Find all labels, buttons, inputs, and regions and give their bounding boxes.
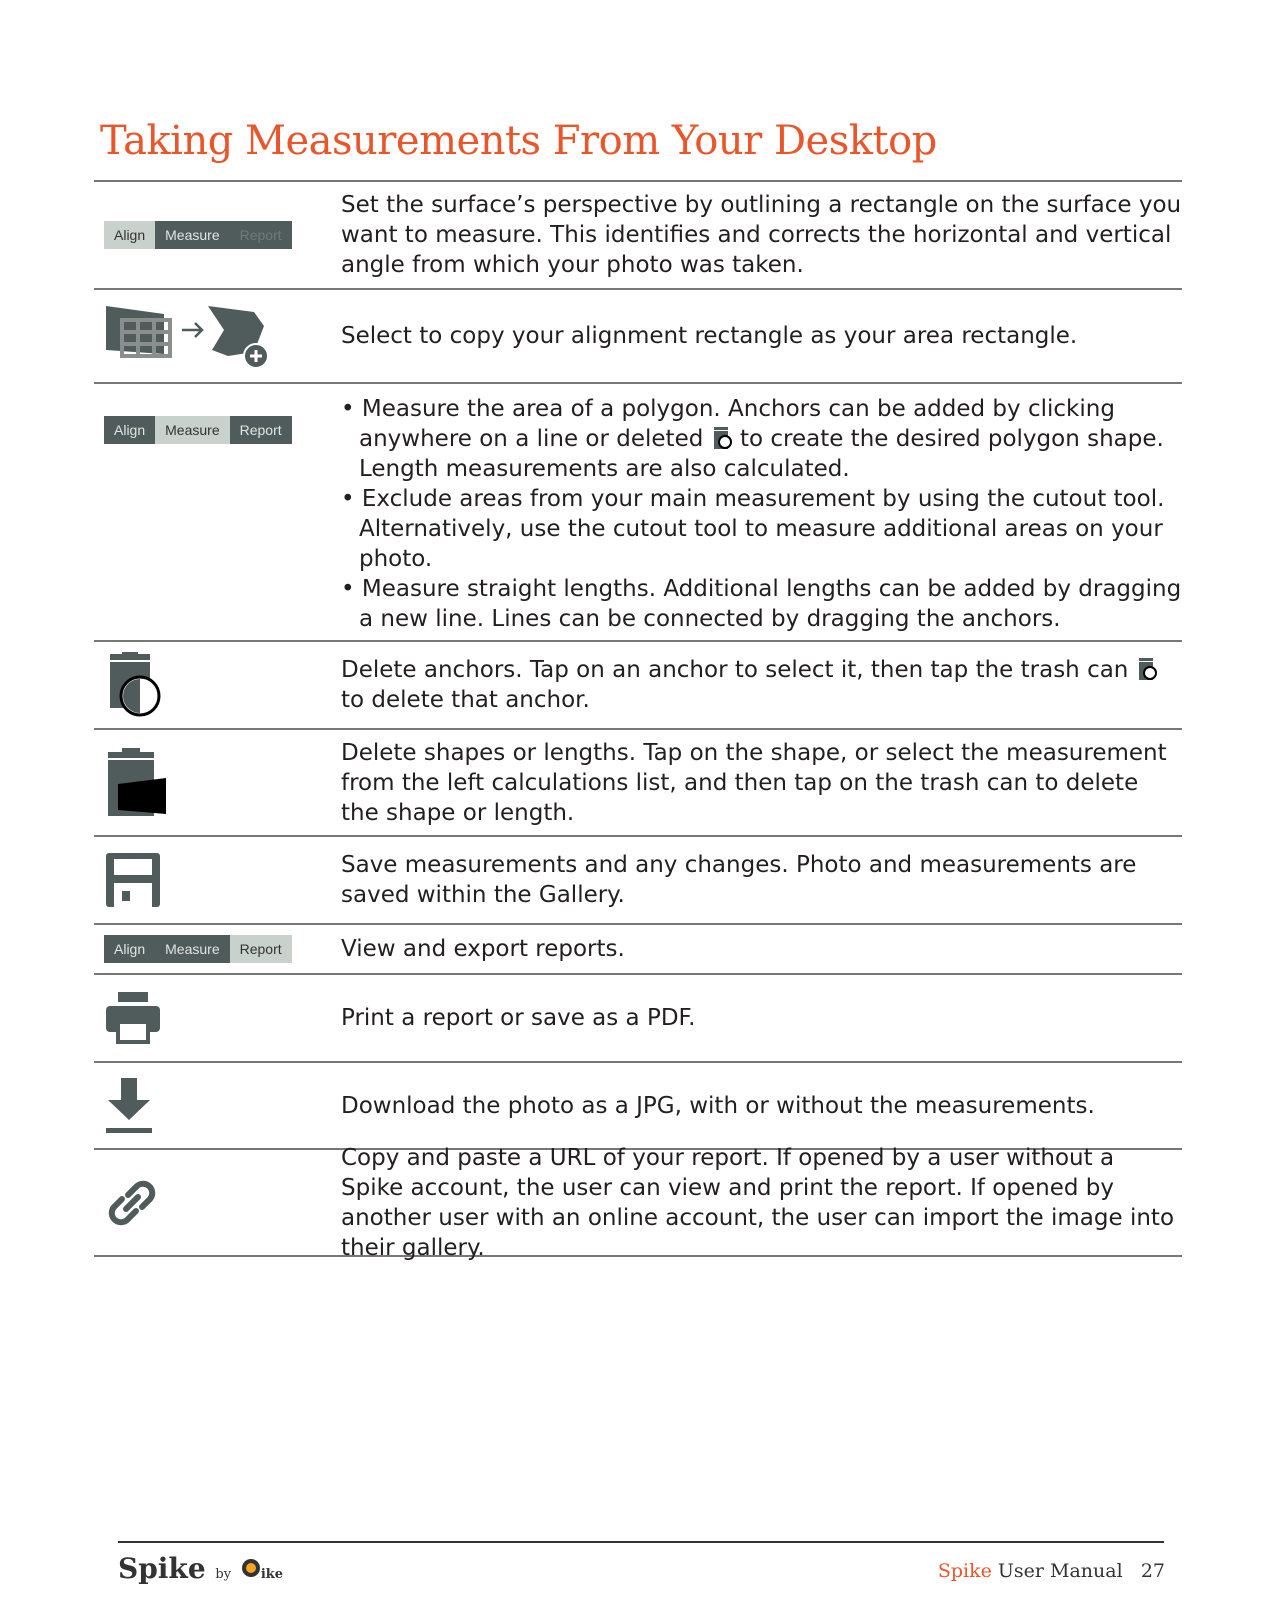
table-row <box>94 837 1182 925</box>
delete-anchor-icon <box>711 426 733 450</box>
row-text: Select to copy your alignment rectangle as your area rectangle. <box>341 323 1078 349</box>
print-icon <box>104 992 162 1044</box>
bullet-item: • Measure straight lengths. Additional lengths can be added by dragging a new line. Lines can be connected by dragging the anchors. <box>341 574 1182 634</box>
row-text: View and export reports. <box>341 936 625 962</box>
footer-manual-label: Spike User Manual 27 <box>937 1560 1165 1582</box>
bullet-item: • Measure the area of a polygon. Anchors can be added by clicking anywhere on a line or deleted to create the desired polygon shape. Length measurements are also calculated. <box>341 394 1182 484</box>
ike-logo-icon <box>241 1558 261 1578</box>
delete-anchor-icon <box>1136 657 1158 681</box>
table-row <box>94 384 1182 642</box>
download-icon <box>104 1078 154 1134</box>
page-number: 27 <box>1140 1560 1165 1582</box>
spike-by-ike-logo: Spike by ike <box>118 1552 284 1585</box>
report-step-breadcrumb: Align Measure Report <box>104 935 292 963</box>
table-row <box>94 290 1182 384</box>
footer-divider <box>118 1541 1164 1543</box>
save-icon <box>104 851 162 909</box>
table-row: Delete anchors. Tap on an anchor to select it, then tap the trash can to delete that anchor. <box>94 642 1182 730</box>
table-row <box>94 925 1182 975</box>
delete-shape-icon <box>104 748 170 818</box>
instructions-table <box>94 180 1182 1261</box>
bullet-item: • Exclude areas from your main measurement by using the cutout tool. Alternatively, use the cutout tool to measure additional areas on your photo. <box>341 484 1182 574</box>
align-step-breadcrumb: Align Measure Report <box>104 221 292 249</box>
delete-anchor-icon <box>104 652 164 718</box>
table-row <box>94 730 1182 837</box>
row-text: Delete shapes or lengths. Tap on the shape, or select the measurement from the left calculations list, and then tap on the trash can to delete the shape or length. <box>341 739 1167 826</box>
row-text: Copy and paste a URL of your report. If opened by a user without a Spike account, the user can view and print the report. If opened by another user with an online account, the user can import the image into their gallery. <box>341 1144 1175 1261</box>
row-text: Save measurements and any changes. Photo and measurements are saved within the Gallery. <box>341 852 1137 908</box>
table-row <box>94 182 1182 290</box>
page-title: Taking Measurements From Your Desktop <box>100 118 937 164</box>
table-row <box>94 1144 1182 1261</box>
copy-alignment-icon <box>104 304 274 368</box>
row-text: Print a report or save as a PDF. <box>341 1005 696 1031</box>
row-text: Download the photo as a JPG, with or without the measurements. <box>341 1092 1095 1119</box>
link-icon <box>104 1175 160 1231</box>
table-row <box>94 975 1182 1063</box>
row-text: Set the surface’s perspective by outlining a rectangle on the surface you want to measure. This identifies and corrects the horizontal and vertical angle from which your photo was taken. <box>341 192 1182 278</box>
measure-step-breadcrumb: Align Measure Report <box>104 416 292 444</box>
